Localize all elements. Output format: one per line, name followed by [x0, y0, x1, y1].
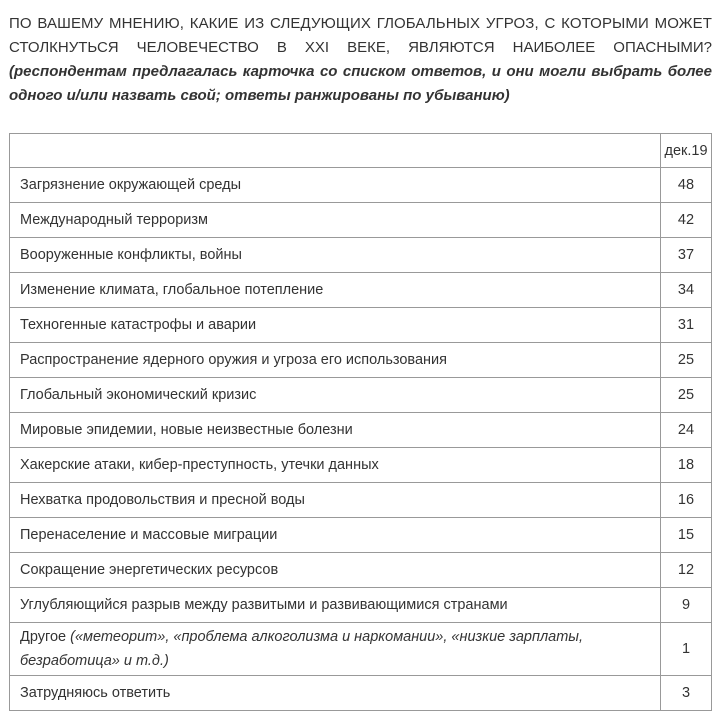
row-label: Нехватка продовольствия и пресной воды — [10, 483, 661, 518]
row-label: Хакерские атаки, кибер-преступность, утечки данных — [10, 448, 661, 483]
row-label: Распространение ядерного оружия и угроза его использования — [10, 343, 661, 378]
row-value: 15 — [661, 518, 712, 553]
row-label-other — [10, 623, 661, 676]
row-value: 3 — [661, 676, 712, 711]
row-label: Международный терроризм — [10, 203, 661, 238]
question-note: (респондентам предлагалась карточка со списком ответов, и они могли выбрать более одного и/или назвать свой; ответы ранжированы по убыванию) — [9, 63, 712, 104]
table-row — [10, 203, 712, 238]
table-row — [10, 168, 712, 203]
table-row — [10, 308, 712, 343]
row-value: 42 — [661, 203, 712, 238]
row-value: 16 — [661, 483, 712, 518]
table-row — [10, 588, 712, 623]
row-value: 1 — [661, 623, 712, 676]
row-label: Техногенные катастрофы и аварии — [10, 308, 661, 343]
table-row-last — [10, 676, 712, 711]
question-line-2: СТОЛКНУТЬСЯ ЧЕЛОВЕЧЕСТВО В XXI ВЕКЕ, ЯВЛЯЮТСЯ НАИБОЛЕЕ ОПАСНЫМИ? — [9, 39, 712, 56]
row-value: 24 — [661, 413, 712, 448]
row-value: 18 — [661, 448, 712, 483]
row-value: 34 — [661, 273, 712, 308]
row-label: Глобальный экономический кризис — [10, 378, 661, 413]
table-row — [10, 378, 712, 413]
table-row — [10, 448, 712, 483]
row-value: 31 — [661, 308, 712, 343]
question-line-1: ПО ВАШЕМУ МНЕНИЮ, КАКИЕ ИЗ СЛЕДУЮЩИХ ГЛОБАЛЬНЫХ УГРОЗ, С КОТОРЫМИ МОЖЕТ — [9, 15, 712, 32]
row-value: 9 — [661, 588, 712, 623]
header-empty-cell — [10, 134, 661, 168]
row-label: Перенаселение и массовые миграции — [10, 518, 661, 553]
results-table — [9, 133, 712, 711]
question-block — [9, 12, 712, 108]
row-value: 25 — [661, 378, 712, 413]
row-label: Затрудняюсь ответить — [10, 676, 661, 711]
row-label: Вооруженные конфликты, войны — [10, 238, 661, 273]
table-row — [10, 553, 712, 588]
row-value: 48 — [661, 168, 712, 203]
row-label: Углубляющийся разрыв между развитыми и развивающимися странами — [10, 588, 661, 623]
table-row — [10, 273, 712, 308]
row-value: 25 — [661, 343, 712, 378]
table-row — [10, 343, 712, 378]
row-label: Мировые эпидемии, новые неизвестные болезни — [10, 413, 661, 448]
row-value: 37 — [661, 238, 712, 273]
row-value: 12 — [661, 553, 712, 588]
other-note: («метеорит», «проблема алкоголизма и наркомании», «низкие зарплаты, безработица» и т.д.) — [20, 629, 583, 669]
row-label: Сокращение энергетических ресурсов — [10, 553, 661, 588]
table-row — [10, 518, 712, 553]
table-row-other — [10, 623, 712, 676]
table-row — [10, 483, 712, 518]
other-label: Другое — [20, 629, 67, 645]
row-label: Изменение климата, глобальное потепление — [10, 273, 661, 308]
table-row — [10, 413, 712, 448]
table-row — [10, 238, 712, 273]
row-label: Загрязнение окружающей среды — [10, 168, 661, 203]
table-header-row — [10, 134, 712, 168]
column-header: дек.19 — [661, 134, 712, 168]
